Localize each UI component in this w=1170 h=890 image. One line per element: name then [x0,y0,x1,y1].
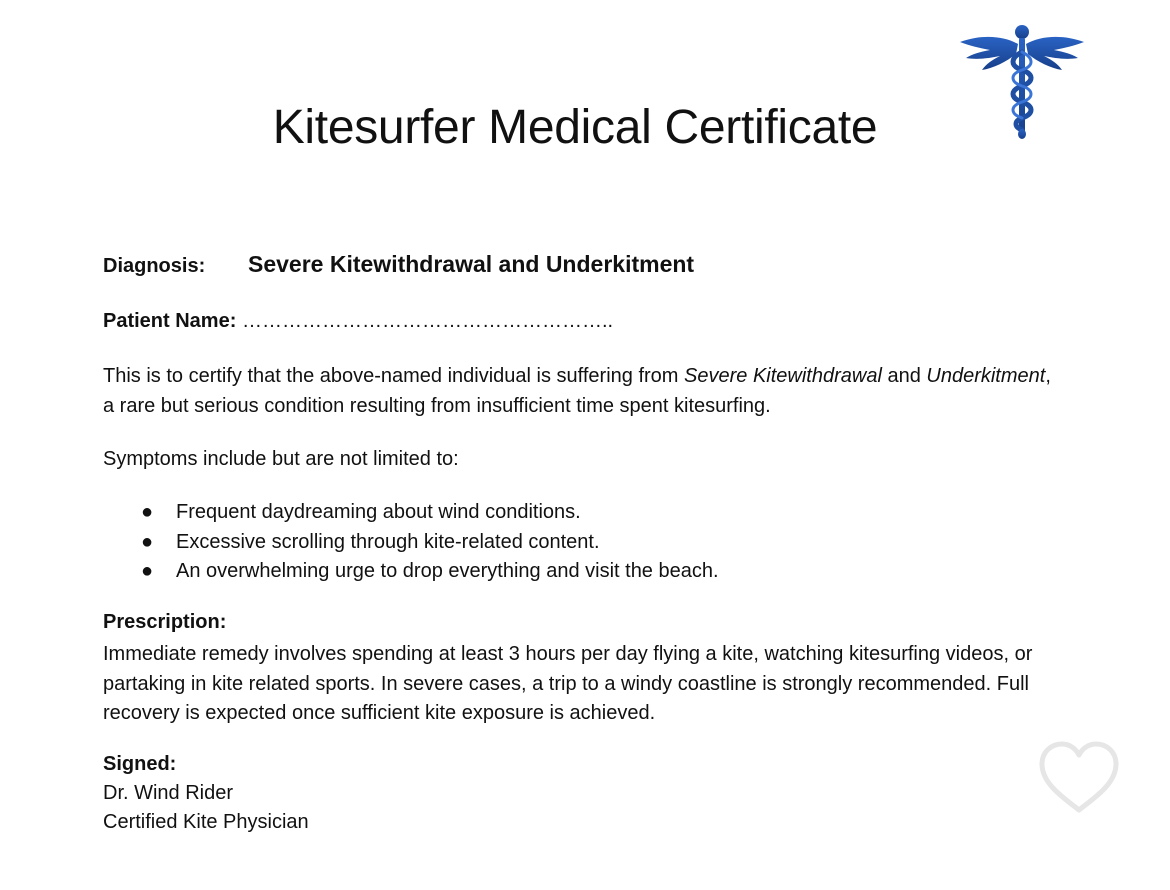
certify-rest: , a rare but serious condition resulting from insufficient time spent kitesurfing. [103,365,1051,417]
prescription-heading: Prescription: [103,611,227,633]
prescription-text: Immediate remedy involves spending at least 3 hours per day flying a kite, watching kitesurfing videos, or partaking in kite related sports. In severe cases, a trip to a windy coastline is strongly recommended. Full recovery is expected once sufficient kite exposure is achieved. [103,643,1033,724]
list-item [103,557,719,587]
symptom-text: Frequent daydreaming about wind conditions. [176,501,581,523]
heart-icon[interactable] [1034,738,1124,818]
bullet-icon: ● [141,560,154,582]
list-item [103,498,719,528]
certify-and: and [881,365,927,387]
certify-intro: This is to certify that the above-named individual is suffering from [103,365,685,387]
page-title: Kitesurfer Medical Certificate [272,101,878,154]
signer-title: Certified Kite Physician [103,811,309,833]
diagnosis-value: Severe Kitewithdrawal and Underkitment [248,251,695,277]
signed-heading: Signed: [103,753,177,775]
patient-name-blank: ……………………………………………….. [241,310,614,332]
patient-name-row [103,310,613,333]
patient-name-label: Patient Name: [103,310,237,332]
condition-italic-1: Severe Kitewithdrawal [684,365,882,387]
signer-name: Dr. Wind Rider [103,782,234,804]
symptom-text: An overwhelming urge to drop everything and visit the beach. [176,560,719,582]
bullet-icon: ● [141,501,154,523]
symptoms-list [103,498,719,587]
list-item [103,528,719,558]
certify-paragraph [103,362,1063,421]
diagnosis-row [103,251,694,278]
symptoms-intro: Symptoms include but are not limited to: [103,448,459,470]
condition-italic-2: Underkitment [926,365,1046,387]
symptom-text: Excessive scrolling through kite-related content. [176,530,600,553]
bullet-icon: ● [141,530,154,553]
diagnosis-label: Diagnosis: [103,255,206,277]
